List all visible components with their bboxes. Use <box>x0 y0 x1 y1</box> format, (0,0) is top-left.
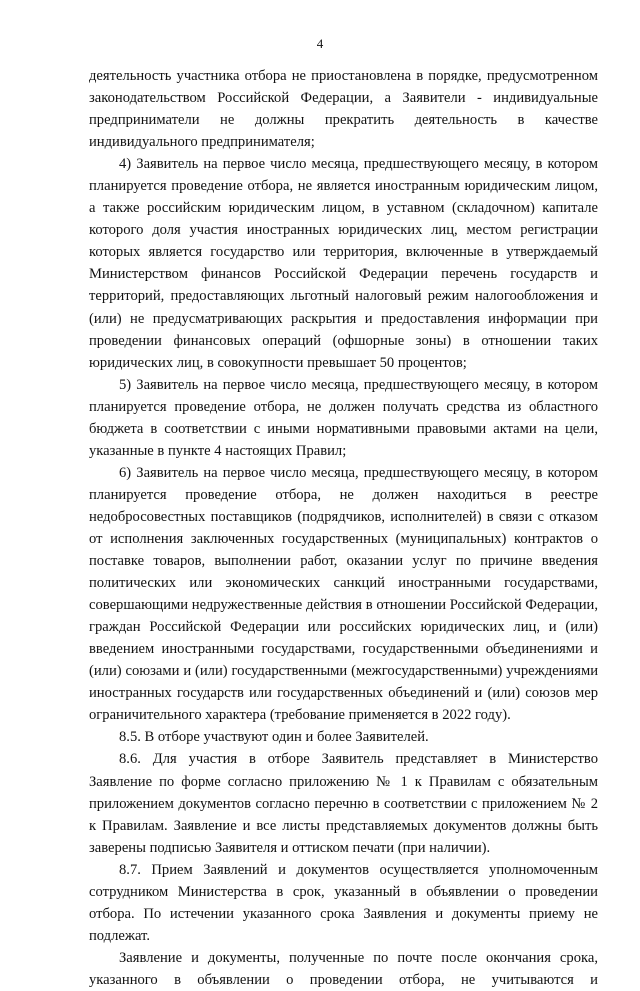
paragraph-8-6: 8.6. Для участия в отборе Заявитель представляет в Министерство Заявление по форме согласно приложению № 1 к Правилам с обязательным приложением документов согласно перечню в соответствии с приложением № 2 к Правилам. Заявление и все листы представляемых документов должны быть заверены подписью Заявителя и оттиском печати (при наличии). <box>89 751 598 856</box>
paragraph-item-5: 5) Заявитель на первое число месяца, предшествующего месяцу, в котором планируется проведение отбора, не должен получать средства из областного бюджета в соответствии с иными нормативными правовыми актами на цели, указанные в пункте 4 настоящих Правил; <box>89 376 598 459</box>
paragraph-continuation: деятельность участника отбора не приостановлена в порядке, предусмотренном законодательством Российской Федерации, а Заявители - индивидуальные предприниматели не должны прекратить деятельность в качестве индивидуального предпринимателя; <box>89 68 598 151</box>
page-number: 4 <box>316 36 324 51</box>
paragraph-postal: Заявление и документы, полученные по почте после окончания срока, указанного в объявлении о проведении отбора, не учитываются и <box>89 949 598 988</box>
paragraph-8-7: 8.7. Прием Заявлений и документов осуществляется уполномоченным сотрудником Министерства в срок, указанный в объявлении о проведении отбора. По истечении указанного срока Заявления и документы приему не подлежат. <box>89 861 598 944</box>
paragraph-item-6: 6) Заявитель на первое число месяца, предшествующего месяцу, в котором планируется проведение отбора, не должен находиться в реестре недобросовестных поставщиков (подрядчиков, исполнителей) в связи с отказом от исполнения заключенных государственных (муниципальных) контрактов о поставке товаров, выполнении работ, оказании услуг по причине введения политических или экономических санкций иностранными государствами, совершающими недружественные действия в отношении Российской Федерации, граждан Российской Федерации или российских юридических лиц, и (или) введением иностранными государствами, государственными объединениями и (или) союзами и (или) государственными (межгосударственными) учреждениями иностранных государств или государственных объединений и (или) союзов мер ограничительного характера (требование применяется в 2022 году). <box>89 464 598 724</box>
paragraph-item-4: 4) Заявитель на первое число месяца, предшествующего месяцу, в котором планируется проведение отбора, не является иностранным юридическим лицом, а также российским юридическим лицом, в уставном (складочном) капитале которого доля участия иностранных юридических лиц, местом регистрации которых является государство или территория, включенные в утверждаемый Министерством финансов Российской Федерации перечень государств и территорий, предоставляющих льготный налоговый режим налогообложения и (или) не предусматривающих раскрытия и предоставления информации при проведении финансовых операций (офшорные зоны) в отношении таких юридических лиц, в совокупности превышает 50 процентов; <box>89 156 598 371</box>
document-body <box>89 65 598 991</box>
paragraph-8-5: 8.5. В отборе участвуют один и более Заявителей. <box>119 729 429 746</box>
